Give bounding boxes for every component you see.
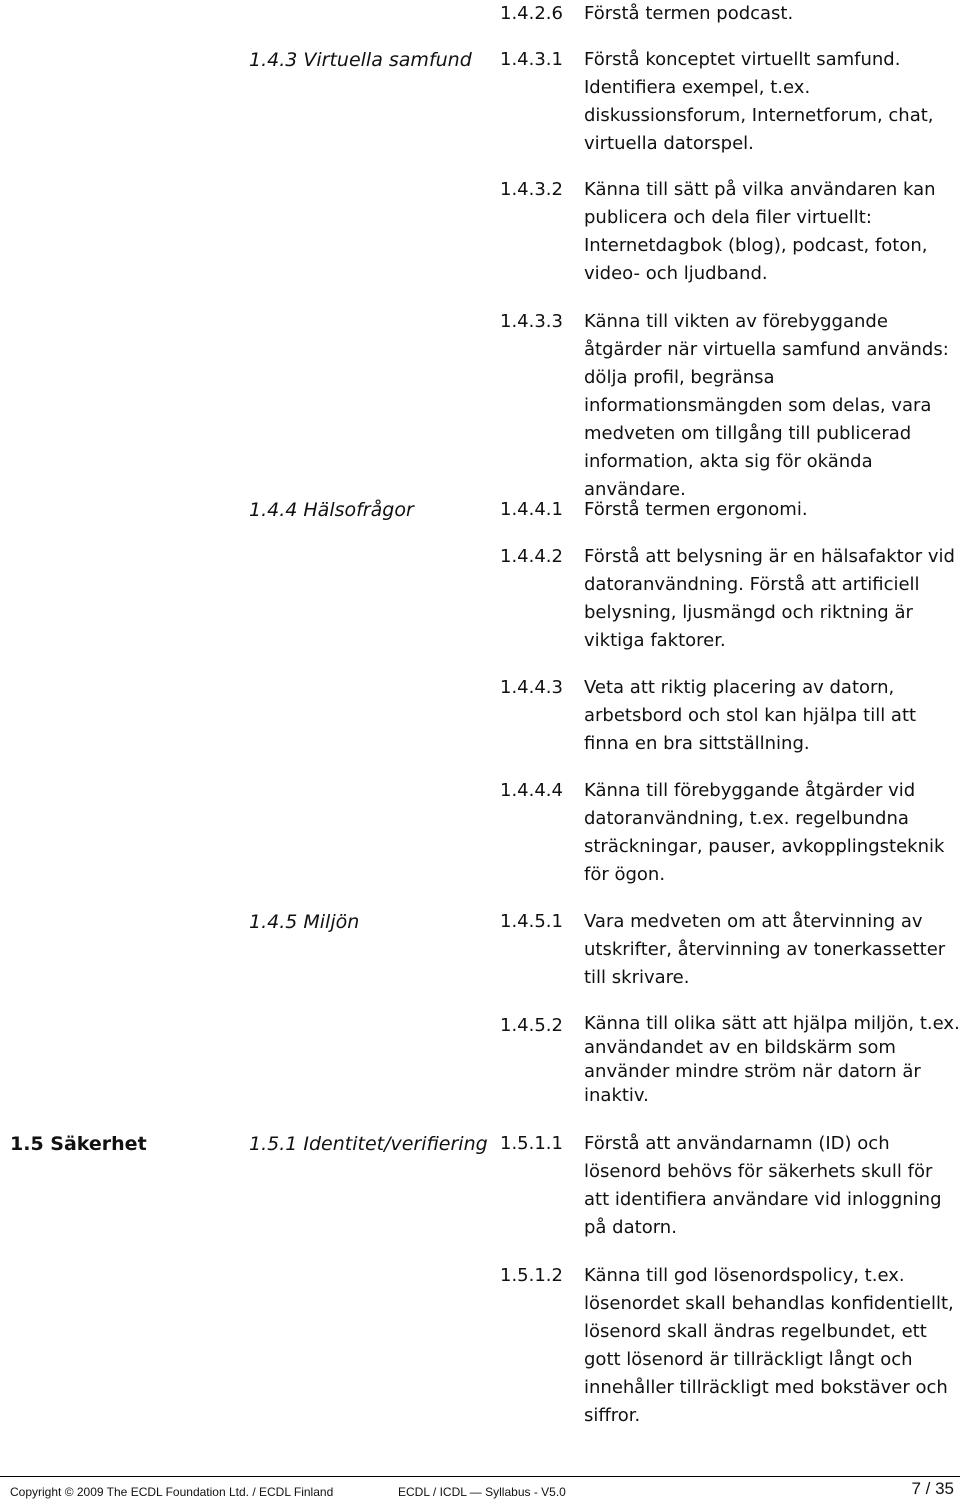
section-title: 1.4.5 Miljön [249,911,360,933]
item-ref: 1.4.4.1 [500,499,563,520]
page-footer [0,1476,960,1503]
item-ref: 1.4.4.2 [500,546,563,567]
item-ref: 1.4.2.6 [500,3,563,24]
item-text: Veta att riktig placering av datorn, arbetsbord och stol kan hjälpa till att finna en bra sittställning. [584,677,917,754]
item-text: Känna till sätt på vilka användaren kan publicera och dela filer virtuellt: Internetdagbok (blog), podcast, foton, video- och ljudband. [584,179,936,284]
section-title: 1.4.3 Virtuella samfund [249,49,472,71]
section-title: 1.5.1 Identitet/verifiering [249,1133,488,1155]
item-ref: 1.4.3.3 [500,311,563,332]
item-text: Förstå termen ergonomi. [584,499,808,520]
item-ref: 1.4.5.1 [500,911,563,932]
item-ref: 1.4.3.1 [500,49,563,70]
item-text: Förstå att belysning är en hälsafaktor vid datoranvändning. Förstå att artificiell belysning, ljusmängd och riktning är viktiga faktorer. [584,546,955,651]
item-text: Vara medveten om att återvinning av utskrifter, återvinning av tonerkassetter till skrivare. [584,911,946,988]
item-ref: 1.5.1.1 [500,1133,563,1154]
page-number: 7 / 35 [911,1479,954,1498]
section-title: 1.4.4 Hälsofrågor [249,499,414,521]
item-ref: 1.4.4.3 [500,677,563,698]
category-title: 1.5 Säkerhet [10,1133,147,1155]
item-text: Förstå konceptet virtuellt samfund. Identifiera exempel, t.ex. diskussionsforum, Internetforum, chat, virtuella datorspel. [584,49,934,154]
item-text: Känna till olika sätt att hjälpa miljön, t.ex. användandet av en bildskärm som använder mindre ström när datorn är inaktiv. [584,1013,960,1106]
item-text: Förstå att användarnamn (ID) och lösenord behövs för säkerhets skull för att identifiera användare vid inloggning på datorn. [584,1133,942,1238]
item-text: Känna till förebyggande åtgärder vid datoranvändning, t.ex. regelbundna sträckningar, pauser, avkopplingsteknik för ögon. [584,780,945,885]
item-ref: 1.4.4.4 [500,780,563,801]
item-ref: 1.5.1.2 [500,1265,563,1286]
item-text: Känna till god lösenordspolicy, t.ex. lösenordet skall behandlas konfidentiellt, lösenord skall ändras regelbundet, ett gott lösenord är tillräckligt långt och innehåller tillräckligt med bokstäver och siffror. [584,1265,954,1426]
item-ref: 1.4.5.2 [500,1015,563,1036]
footer-syllabus: ECDL / ICDL — Syllabus - V5.0 [398,1485,566,1499]
item-text: Känna till vikten av förebyggande åtgärder när virtuella samfund används: dölja profil, begränsa informationsmängden som delas, vara medveten om tillgång till publicerad information, akta sig för okända användare. [584,311,949,500]
footer-copyright: Copyright © 2009 The ECDL Foundation Ltd. / ECDL Finland [10,1485,334,1499]
item-ref: 1.4.3.2 [500,179,563,200]
item-text: Förstå termen podcast. [584,3,794,24]
